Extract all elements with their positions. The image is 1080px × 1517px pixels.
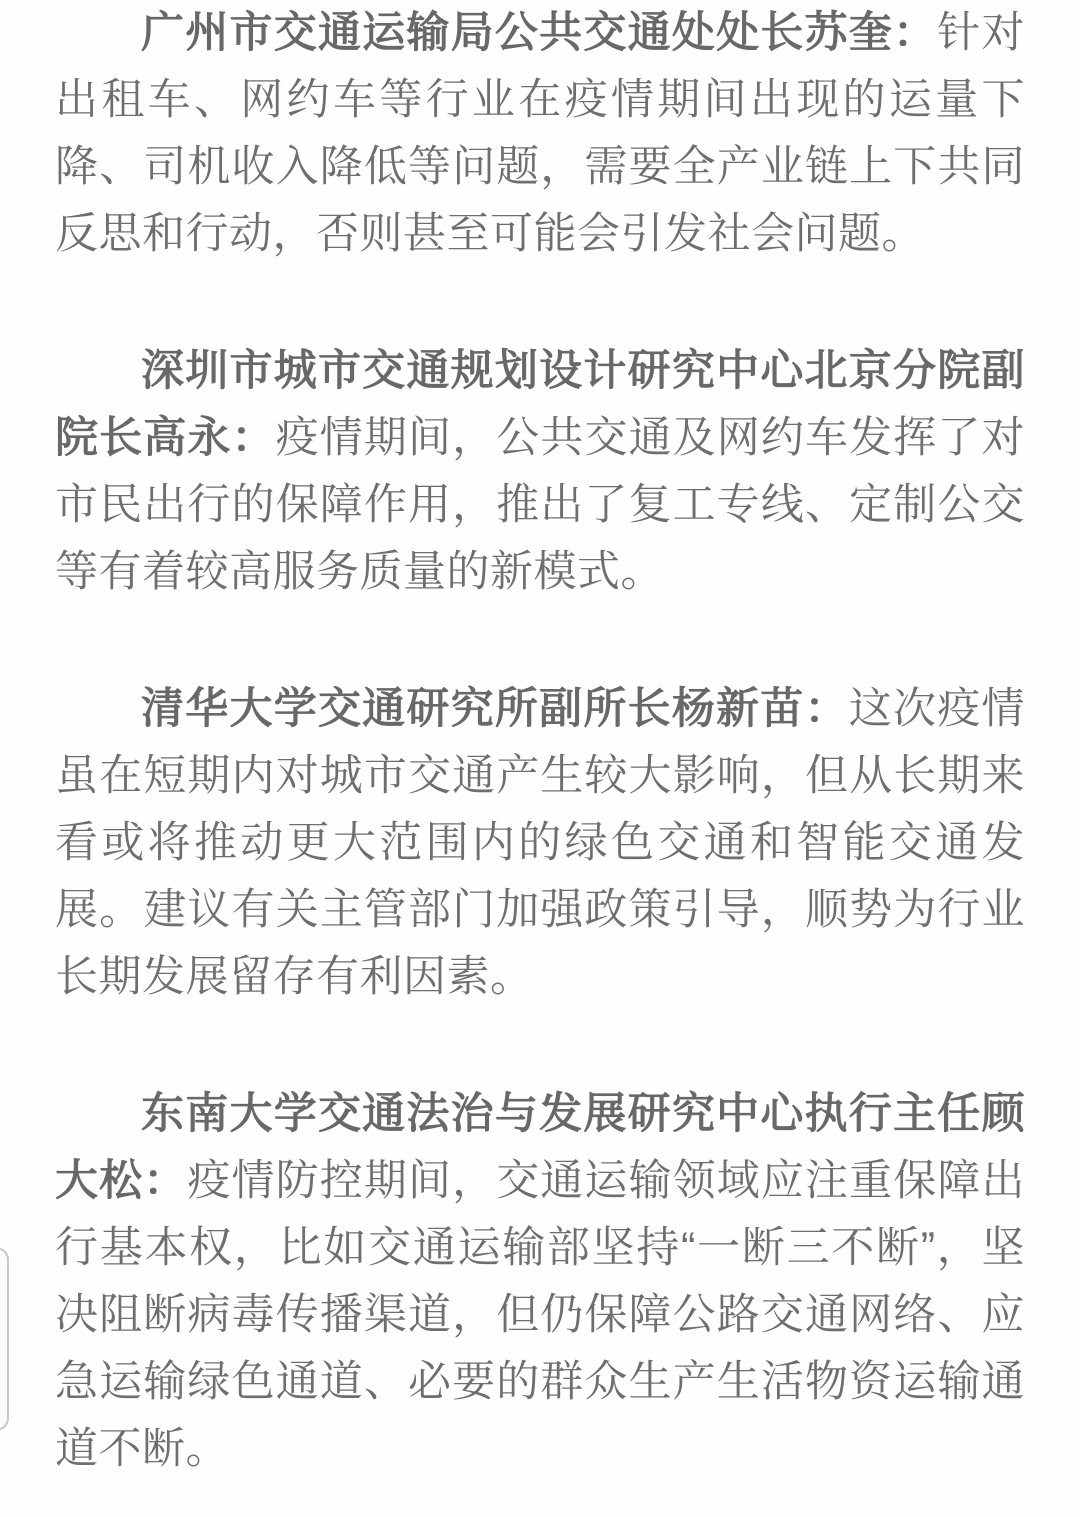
- article-paragraph: [55, 1081, 1025, 1483]
- speaker-name: 广州市交通运输局公共交通处处长苏奎：: [141, 9, 938, 57]
- paragraph-text: 疫情期间，公共交通及网约车发挥了对市民出行的保障作用，推出了复工专线、定制公交等有着较高服务质量的新模式。: [55, 414, 1026, 596]
- speaker-name: 东南大学交通法治与发展研究中心执行主任顾大松：: [55, 1090, 1025, 1205]
- edge-panel-handle[interactable]: [0, 1247, 9, 1431]
- speaker-name: 清华大学交通研究所副所长杨新苗：: [141, 685, 849, 733]
- paragraph-text: 这次疫情虽在短期内对城市交通产生较大影响，但从长期来看或将推动更大范围内的绿色交通和智能交通发展。建议有关主管部门加强政策引导，顺势为行业长期发展留存有利因素。: [55, 685, 1026, 1001]
- paragraph-text: 疫情防控期间，交通运输领域应注重保障出行基本权，比如交通运输部坚持“一断三不断”，坚决阻断病毒传播渠道，但仍保障公路交通网络、应急运输绿色通道、必要的群众生产生活物资运输通道不断。: [55, 1157, 1026, 1473]
- article-paragraph: [55, 676, 1025, 1011]
- article-paragraph: [55, 0, 1025, 268]
- speaker-name: 深圳市城市交通规划设计研究中心北京分院副院长高永：: [55, 347, 1025, 462]
- paragraph-text: 针对出租车、网约车等行业在疫情期间出现的运量下降、司机收入降低等问题，需要全产业链上下共同反思和行动，否则甚至可能会引发社会问题。: [55, 9, 1026, 258]
- article-paragraph: [55, 338, 1025, 606]
